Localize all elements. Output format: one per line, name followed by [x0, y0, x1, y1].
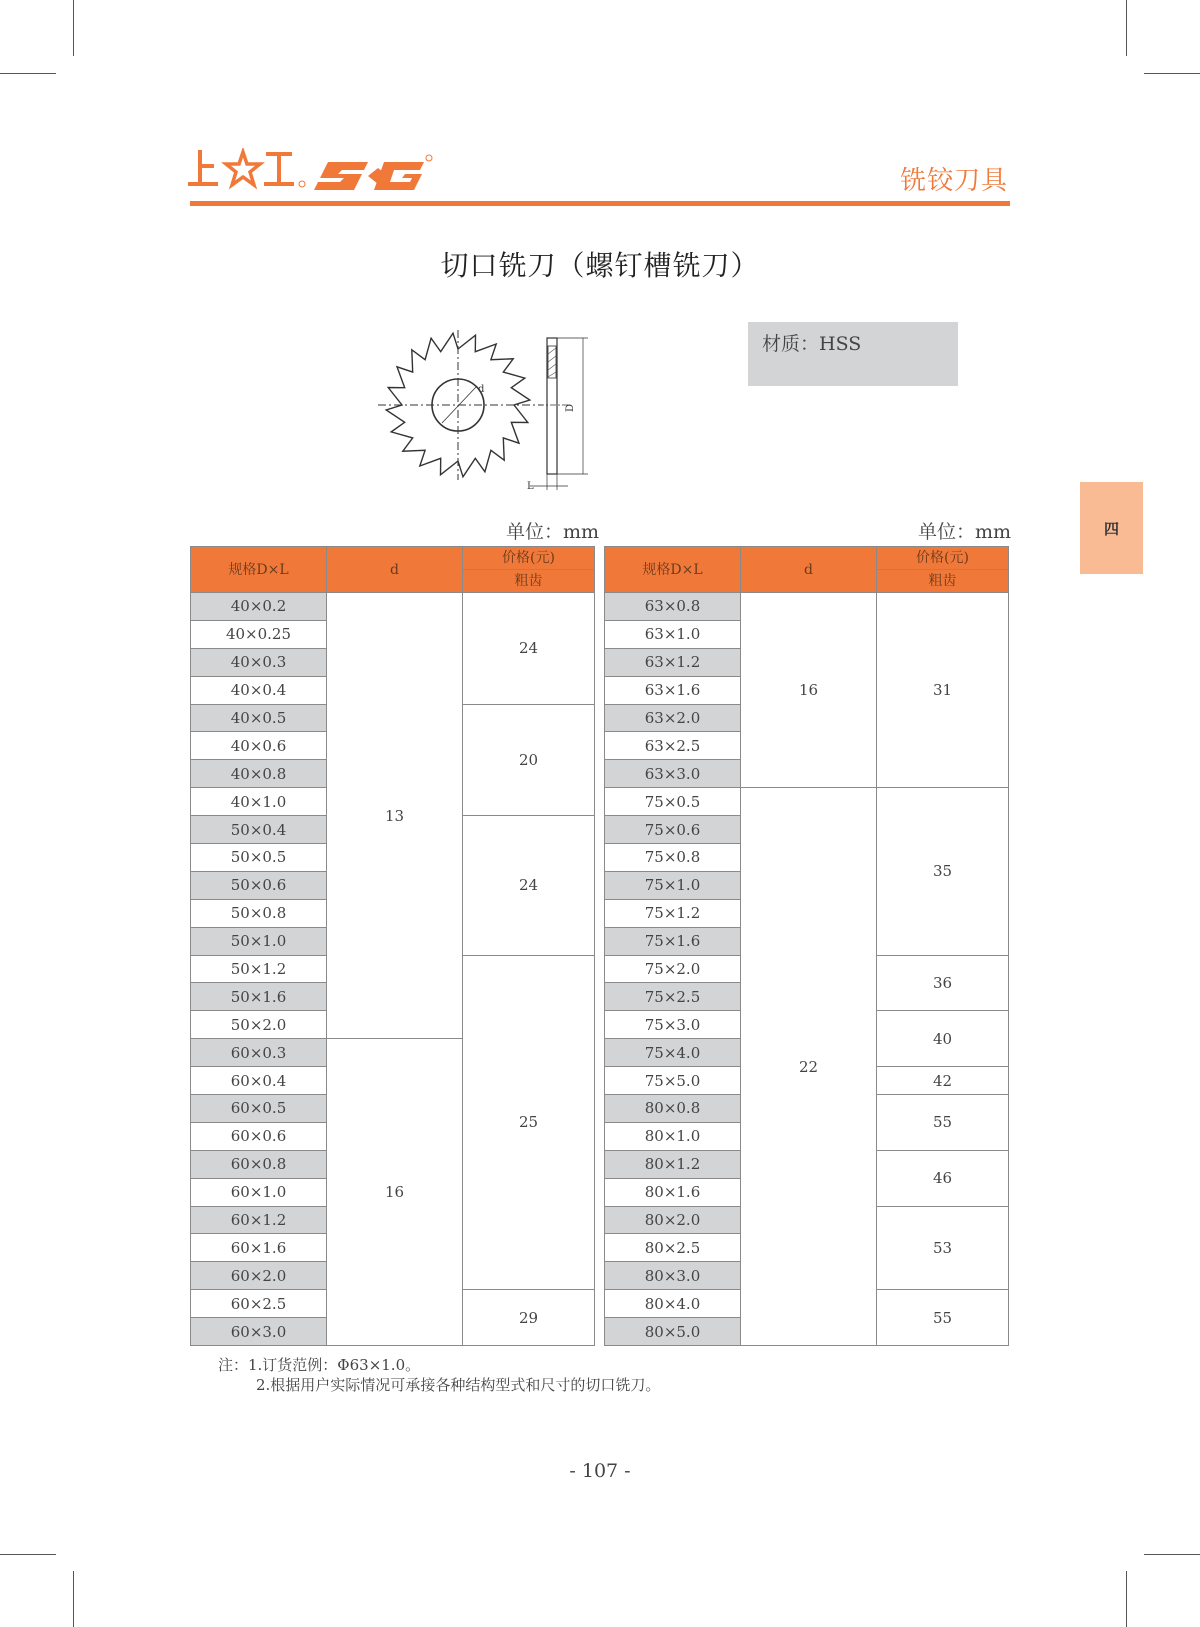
spec-cell: 75×0.6 [605, 816, 741, 844]
price-cell: 46 [877, 1150, 1009, 1206]
price-cell: 53 [877, 1206, 1009, 1290]
crop-mark [1126, 0, 1127, 56]
diagram-label-L: L [527, 481, 534, 492]
spec-cell: 63×3.0 [605, 760, 741, 788]
spec-cell: 75×2.0 [605, 955, 741, 983]
price-cell: 24 [463, 593, 595, 705]
header-price: 价格(元) [463, 547, 595, 570]
price-cell: 35 [877, 788, 1009, 955]
price-cell: 31 [877, 593, 1009, 788]
price-cell: 20 [463, 704, 595, 816]
table-row [191, 593, 595, 621]
price-cell: 40 [877, 1011, 1009, 1067]
spec-cell: 60×2.0 [191, 1262, 327, 1290]
spec-cell: 50×1.6 [191, 983, 327, 1011]
spec-cell: 40×0.3 [191, 648, 327, 676]
crop-mark [0, 1554, 56, 1555]
header-spec: 规格D×L [191, 547, 327, 593]
crop-mark [1144, 1554, 1200, 1555]
crop-mark [73, 0, 74, 56]
spec-cell: 60×2.5 [191, 1290, 327, 1318]
spec-cell: 40×0.5 [191, 704, 327, 732]
spec-cell: 80×4.0 [605, 1290, 741, 1318]
diagram-label-D: D [565, 403, 576, 412]
header-spec: 规格D×L [605, 547, 741, 593]
spec-cell: 60×1.0 [191, 1178, 327, 1206]
spec-cell: 60×0.4 [191, 1067, 327, 1095]
page-title: 切口铣刀（螺钉槽铣刀） [440, 249, 760, 282]
price-cell: 42 [877, 1067, 1009, 1095]
spec-table-right [604, 546, 1009, 1346]
crop-mark [1126, 1571, 1127, 1627]
header-rule [190, 201, 1010, 206]
spec-cell: 63×1.6 [605, 676, 741, 704]
header-price: 价格(元) [877, 547, 1009, 570]
spec-cell: 80×2.0 [605, 1206, 741, 1234]
spec-cell: 50×1.0 [191, 927, 327, 955]
spec-cell: 40×0.2 [191, 593, 327, 621]
spec-cell: 40×0.25 [191, 620, 327, 648]
material-box: 材质：HSS [748, 322, 958, 386]
price-cell: 25 [463, 955, 595, 1290]
spec-cell: 50×0.5 [191, 844, 327, 872]
note-line: 注：1.订货范例：Φ63×1.0。 [218, 1356, 421, 1374]
price-cell: 29 [463, 1290, 595, 1346]
price-cell: 24 [463, 816, 595, 955]
d-cell: 13 [327, 593, 463, 1039]
d-cell: 16 [327, 1039, 463, 1346]
unit-label-right: 单位：mm [918, 521, 1012, 543]
spec-cell: 60×0.3 [191, 1039, 327, 1067]
spec-cell: 50×0.4 [191, 816, 327, 844]
brand-logo [188, 148, 438, 192]
spec-cell: 60×0.8 [191, 1150, 327, 1178]
spec-cell: 80×1.0 [605, 1122, 741, 1150]
note-line: 2.根据用户实际情况可承接各种结构型式和尺寸的切口铣刀。 [256, 1376, 661, 1394]
spec-table-left [190, 546, 595, 1346]
spec-cell: 75×5.0 [605, 1067, 741, 1095]
spec-cell: 60×0.6 [191, 1122, 327, 1150]
spec-cell: 40×0.6 [191, 732, 327, 760]
diagram-label-d: d [478, 384, 485, 395]
crop-mark [1144, 73, 1200, 74]
spec-cell: 50×1.2 [191, 955, 327, 983]
spec-cell: 60×1.6 [191, 1234, 327, 1262]
spec-cell: 75×1.0 [605, 871, 741, 899]
notes [218, 1355, 660, 1395]
page-category: 铣铰刀具 [899, 166, 1008, 196]
spec-cell: 63×0.8 [605, 593, 741, 621]
header-coarse: 粗齿 [877, 570, 1009, 593]
d-cell: 22 [741, 788, 877, 1346]
spec-cell: 50×0.6 [191, 871, 327, 899]
crop-mark [73, 1571, 74, 1627]
price-cell: 36 [877, 955, 1009, 1011]
spec-cell: 80×3.0 [605, 1262, 741, 1290]
spec-cell: 60×3.0 [191, 1318, 327, 1346]
table-row [605, 788, 1009, 816]
spec-cell: 40×0.4 [191, 676, 327, 704]
price-cell: 55 [877, 1290, 1009, 1346]
spec-cell: 40×0.8 [191, 760, 327, 788]
chapter-tab: 四 [1080, 482, 1143, 574]
spec-cell: 75×4.0 [605, 1039, 741, 1067]
cutter-diagram [378, 330, 598, 504]
spec-cell: 63×2.5 [605, 732, 741, 760]
header-coarse: 粗齿 [463, 570, 595, 593]
spec-cell: 75×2.5 [605, 983, 741, 1011]
spec-cell: 63×1.2 [605, 648, 741, 676]
spec-cell: 40×1.0 [191, 788, 327, 816]
spec-cell: 63×1.0 [605, 620, 741, 648]
spec-cell: 80×5.0 [605, 1318, 741, 1346]
d-cell: 16 [741, 593, 877, 788]
spec-cell: 80×1.2 [605, 1150, 741, 1178]
spec-cell: 50×0.8 [191, 899, 327, 927]
spec-cell: 80×1.6 [605, 1178, 741, 1206]
spec-cell: 50×2.0 [191, 1011, 327, 1039]
crop-mark [0, 73, 56, 74]
spec-cell: 75×0.8 [605, 844, 741, 872]
spec-cell: 80×2.5 [605, 1234, 741, 1262]
price-cell: 55 [877, 1095, 1009, 1151]
page-number: - 107 - [569, 1460, 631, 1482]
spec-cell: 75×1.2 [605, 899, 741, 927]
table-row [605, 593, 1009, 621]
spec-cell: 75×0.5 [605, 788, 741, 816]
spec-cell: 63×2.0 [605, 704, 741, 732]
header-d: d [327, 547, 463, 593]
unit-label-left: 单位：mm [506, 521, 600, 543]
spec-cell: 75×1.6 [605, 927, 741, 955]
spec-cell: 75×3.0 [605, 1011, 741, 1039]
spec-cell: 60×1.2 [191, 1206, 327, 1234]
spec-cell: 80×0.8 [605, 1095, 741, 1123]
header-d: d [741, 547, 877, 593]
spec-cell: 60×0.5 [191, 1095, 327, 1123]
